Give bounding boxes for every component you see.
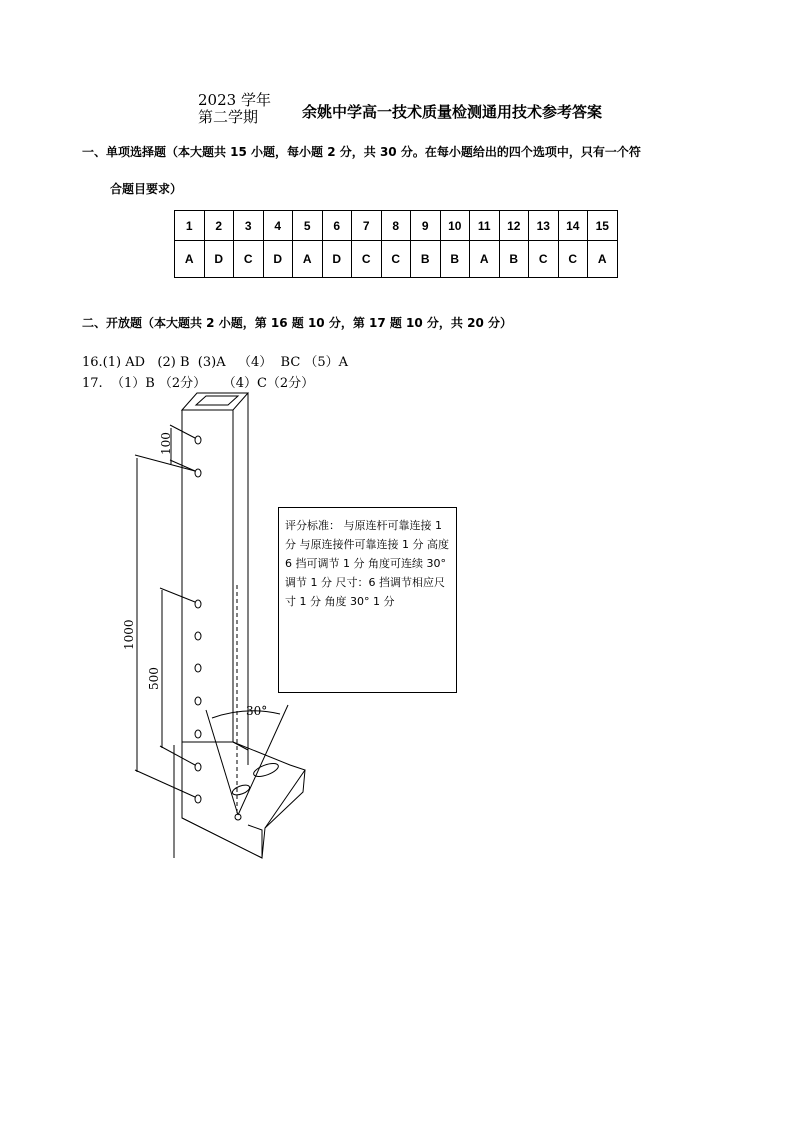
number-cell: 6 (322, 211, 352, 241)
tube-top-inner (196, 396, 238, 405)
leader-line (135, 455, 195, 471)
answer-cell: A (470, 241, 500, 278)
angle-label: 30° (246, 704, 268, 718)
number-cell: 8 (381, 211, 411, 241)
number-cell: 11 (470, 211, 500, 241)
number-cell: 3 (234, 211, 264, 241)
section1-heading: 一、单项选择题（本大题共 15 小题，每小题 2 分，共 30 分。在每小题给出的四个选项中，只有一个符 (82, 145, 641, 159)
dim-label-100: 100 (159, 432, 173, 455)
answer-cell: A (175, 241, 205, 278)
number-cell: 1 (175, 211, 205, 241)
q16-answer: 16.(1) AD (2) B (3)A （4） BC （5）A (82, 355, 349, 370)
answer-cell: B (499, 241, 529, 278)
number-cell: 15 (588, 211, 618, 241)
adjust-hole (195, 600, 201, 608)
number-cell: 9 (411, 211, 441, 241)
adjust-hole (195, 469, 201, 477)
base-plate-front (182, 742, 262, 858)
answer-cell: B (440, 241, 470, 278)
answer-cell: A (588, 241, 618, 278)
answer-cell: C (558, 241, 588, 278)
scoring-criteria-text: 评分标准： 与原连杆可靠连接 1 分 与原连接件可靠连接 1 分 高度 6 挡可调节 1 分 角度可连续 30°调节 1 分 尺寸：6 挡调节相应尺寸 1 分 角度 30° 1 分 (285, 519, 449, 608)
number-cell: 12 (499, 211, 529, 241)
slot (252, 761, 280, 779)
answer-cell: C (529, 241, 559, 278)
number-cell: 4 (263, 211, 293, 241)
number-cell: 10 (440, 211, 470, 241)
q17-answer: 17. （1）B （2分） （4）C（2分） (82, 376, 315, 391)
adjust-hole (195, 632, 201, 640)
adjust-hole (195, 436, 201, 444)
adjust-hole (195, 795, 201, 803)
page-title: 余姚中学高一技术质量检测通用技术参考答案 (302, 103, 603, 121)
answer-cell: D (204, 241, 234, 278)
adjust-hole (195, 763, 201, 771)
adjust-hole (195, 730, 201, 738)
dim-label-1000: 1000 (122, 619, 136, 650)
adjust-hole (195, 697, 201, 705)
answer-cell: A (293, 241, 323, 278)
scoring-criteria-box (278, 507, 457, 693)
section1-heading-cont: 合题目要求） (110, 182, 183, 196)
answer-cell: B (411, 241, 441, 278)
number-cell: 14 (558, 211, 588, 241)
answer-cell: C (381, 241, 411, 278)
slot (231, 783, 251, 797)
leader-line (160, 746, 195, 765)
leader-line (135, 770, 195, 797)
leader-line (160, 588, 195, 602)
number-cell: 13 (529, 211, 559, 241)
number-cell: 7 (352, 211, 382, 241)
term-text: 第二学期 (198, 108, 259, 126)
answer-cell: D (322, 241, 352, 278)
answer-cell: D (263, 241, 293, 278)
dim-label-500: 500 (147, 667, 161, 690)
year-text: 2023 学年 (198, 91, 271, 109)
adjust-hole (195, 664, 201, 672)
section2-heading: 二、开放题（本大题共 2 小题，第 16 题 10 分，第 17 题 10 分，共 20 分） (82, 316, 512, 330)
plate-edge (233, 742, 248, 750)
number-cell: 5 (293, 211, 323, 241)
angle-line (238, 705, 288, 815)
answer-cell: C (234, 241, 264, 278)
number-cell: 2 (204, 211, 234, 241)
answer-cell: C (352, 241, 382, 278)
